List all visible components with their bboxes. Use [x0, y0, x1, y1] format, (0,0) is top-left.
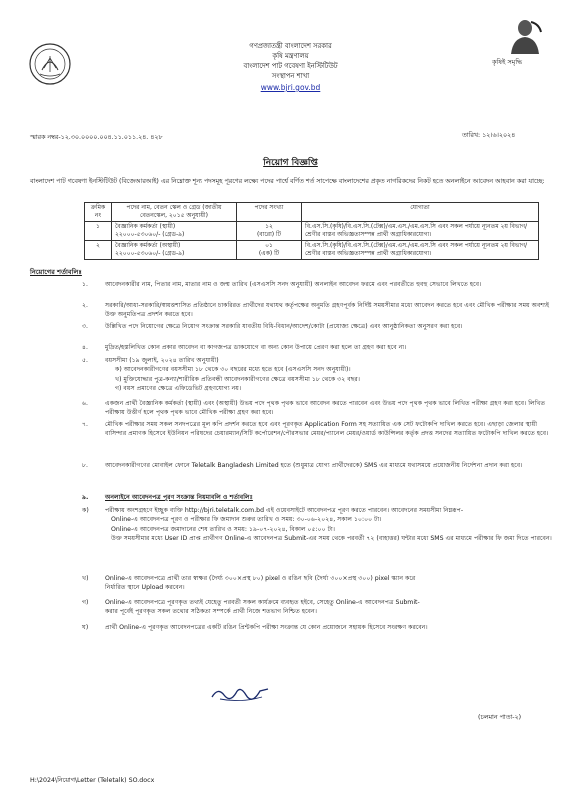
table-row — [85, 241, 539, 260]
table-header-row — [85, 203, 539, 222]
memo-number: স্মারক নম্বর-১২.৩০.০০০০.০০৪.১১.০১১.২৪. ৪২৮ — [30, 134, 163, 141]
col-count: পদের সংখ্যা — [237, 203, 302, 222]
row-count: ০১ (এক) টি — [237, 241, 302, 260]
ministry-slogan: কৃষিই সমৃদ্ধি — [492, 58, 522, 66]
continued-note: (চলমান পাতা-২) — [478, 714, 522, 721]
row-serial: ১ — [85, 222, 112, 241]
page-title: নিয়োগ বিজ্ঞপ্তি — [263, 158, 318, 168]
section-line: সংস্থাপন শাখা — [271, 72, 310, 80]
intro-paragraph: বাংলাদেশ পাট গবেষণা ইনস্টিটিউট (বিজেআরআই) এর নিম্নোক্ত শূন্য পদসমূহ পূরণের লক্ষ্যে পদের পার্শ্বে বর্ণিত শর্ত সাপেক্ষে বাংলাদেশের প্রকৃত নাগরিকদের নিকট হতে অনলাইনে আবেদন আহবান করা যাচ্ছে: — [30, 178, 545, 185]
table-row — [85, 222, 539, 241]
col-serial: ক্রমিক নং — [85, 203, 112, 222]
row-post: বৈজ্ঞানিক কর্মকর্তা (স্থায়ী) ২২০০০-৫৩০৬০/- (গ্রেড-৯) — [112, 222, 237, 241]
col-qualification: যোগ্যতা — [302, 203, 539, 222]
row-serial: ২ — [85, 241, 112, 260]
signature-mark — [210, 681, 270, 705]
conditions-heading: নিয়োগের শর্তাবলিঃ — [30, 268, 82, 276]
govt-line: গণপ্রজাতন্ত্রী বাংলাদেশ সরকার — [249, 42, 332, 50]
col-post: পদের নাম, বেতন স্কেল ও গ্রেড (জাতীয় বেতনস্কেল, ২০১৫ অনুযায়ী) — [112, 203, 237, 222]
vacancy-table — [84, 202, 539, 260]
ministry-line: কৃষি মন্ত্রণালয় — [272, 52, 309, 60]
institute-line: বাংলাদেশ পাট গবেষণা ইনস্টিটিউট — [243, 62, 338, 70]
row-qualification: বি.এস.সি.(কৃষি)/বি.এস.সি.(টেক্স)/এম.এস./এম.এস.সি এবং সকল পর্যায়ে ন্যূনতম ২য় বিভাগ/শ্রেণীর বাস্তব অভিজ্ঞতাসম্পন্ন প্রার্থী অগ্রাধিকারযোগ্য। — [302, 222, 539, 241]
memo-date: তারিখ: ১২।৬।২০২৪ — [462, 132, 516, 139]
website-link[interactable]: www.bjri.gov.bd — [260, 83, 321, 92]
row-count: ১২ (বারো) টি — [237, 222, 302, 241]
row-qualification: বি.এস.সি.(কৃষি)/বি.এস.সি.(টেক্স)/এম.এস./এম.এস.সি এবং সকল পর্যায়ে ন্যূনতম ২য় বিভাগ/শ্রেণীর বাস্তব অভিজ্ঞতাসম্পন্ন প্রার্থী অগ্রাধিকারযোগ্য। — [302, 241, 539, 260]
row-post: বৈজ্ঞানিক কর্মকর্তা (অস্থায়ী) ২২০০০-৫৩০৬০/- (গ্রেড-৯) — [112, 241, 237, 260]
file-path-footer: H:\2024\নিয়োগ\Letter (Teletalk) SO.docx — [30, 777, 155, 784]
